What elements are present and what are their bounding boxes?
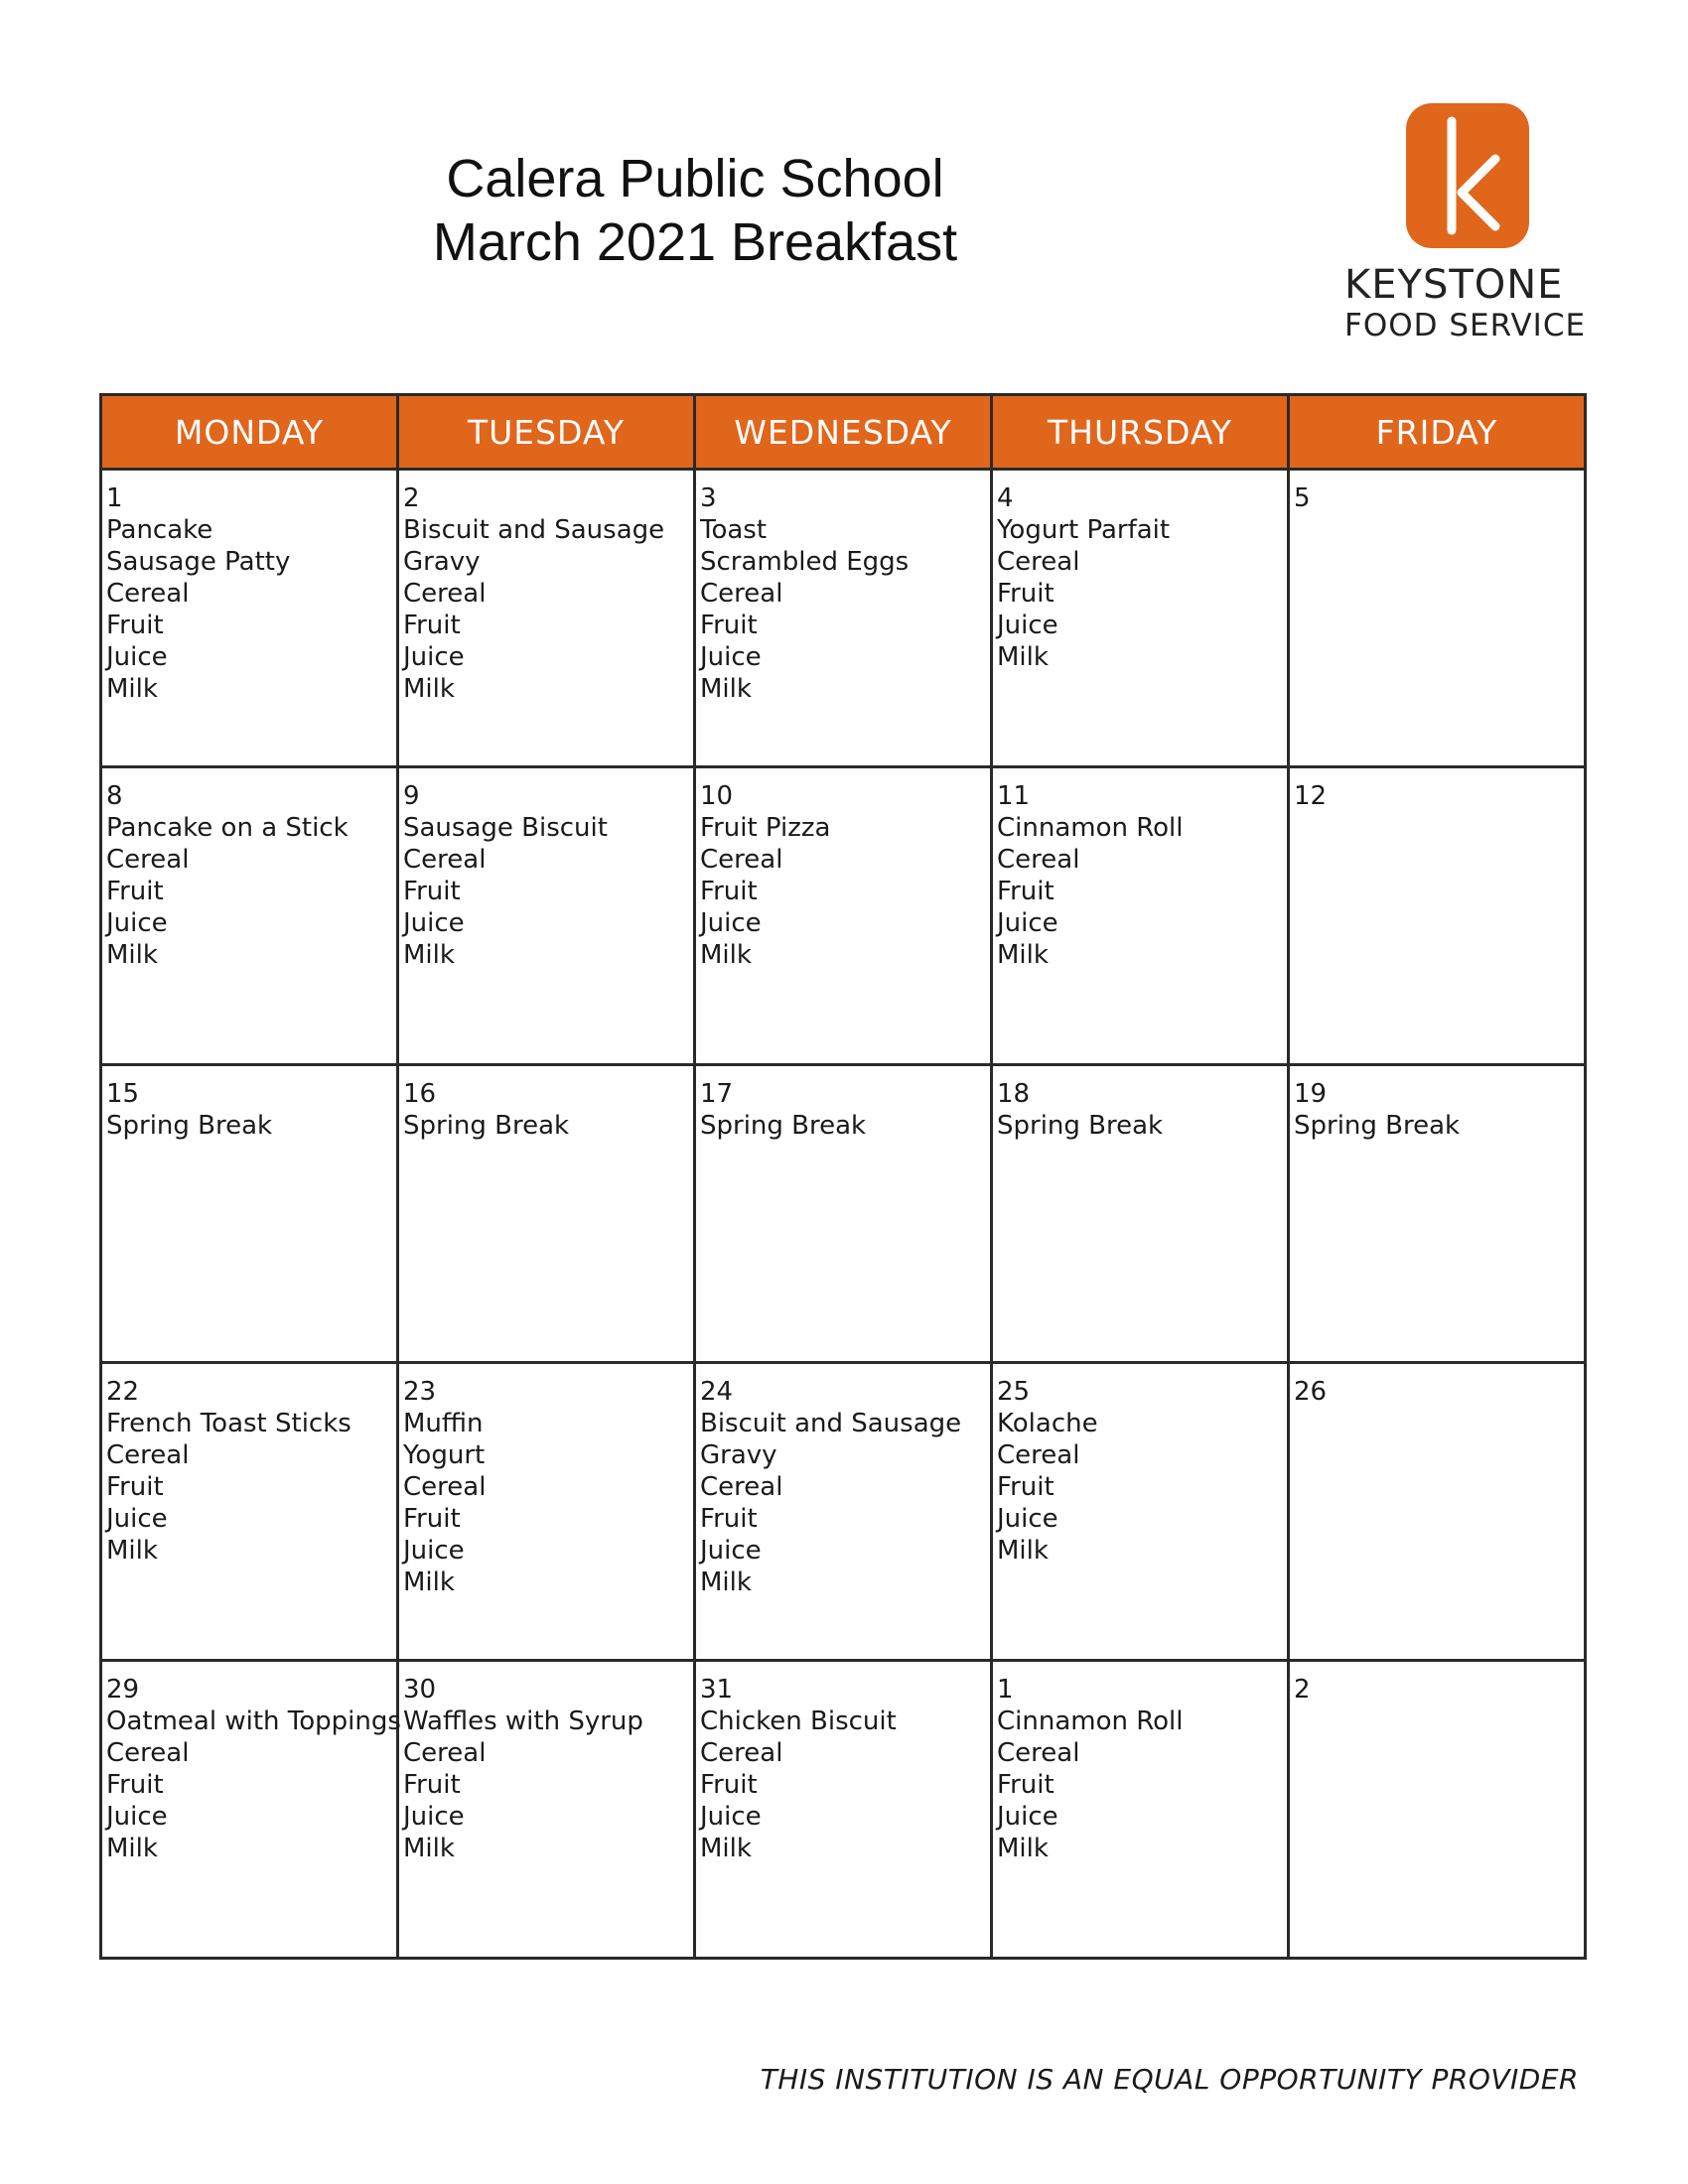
- menu-item: Cereal: [403, 1738, 487, 1768]
- logo-name: KEYSTONE: [1344, 262, 1564, 308]
- calendar-day-cell: [992, 470, 1289, 767]
- calendar-day-cell: [101, 1363, 398, 1661]
- menu-item: Juice: [106, 908, 168, 938]
- menu-item: Juice: [700, 642, 762, 672]
- menu-item: Scrambled Eggs: [700, 547, 910, 577]
- menu-item: Juice: [106, 642, 168, 672]
- calendar-day-cell: [101, 1065, 398, 1363]
- calendar-day-cell: [398, 767, 695, 1065]
- menu-item: Milk: [403, 1834, 455, 1863]
- day-number: 1: [997, 1675, 1014, 1705]
- day-number: 25: [997, 1377, 1031, 1407]
- menu-item: Milk: [997, 1536, 1049, 1566]
- menu-item: Cereal: [700, 1738, 783, 1768]
- logo-subtitle: FOOD SERVICE: [1344, 308, 1587, 343]
- menu-item: Fruit: [106, 1770, 164, 1800]
- menu-item: Fruit: [403, 1504, 461, 1534]
- weekday-header-tuesday: TUESDAY: [398, 395, 695, 470]
- calendar-day-cell: [695, 470, 992, 767]
- menu-item: Fruit Pizza: [700, 813, 831, 843]
- weekday-header-thursday: THURSDAY: [992, 395, 1289, 470]
- menu-item: Fruit: [997, 579, 1055, 609]
- menu-item: Milk: [997, 642, 1049, 672]
- menu-item: Fruit: [997, 877, 1055, 906]
- menu-item: Chicken Biscuit: [700, 1706, 897, 1736]
- menu-item: Spring Break: [106, 1111, 273, 1141]
- day-number: 9: [403, 781, 420, 811]
- day-number: 12: [1294, 781, 1328, 811]
- day-number: 4: [997, 483, 1014, 513]
- keystone-k-logo-icon: [1406, 103, 1529, 248]
- calendar-day-cell: [695, 1661, 992, 1959]
- calendar-day-cell: [398, 1065, 695, 1363]
- day-number: 5: [1294, 483, 1311, 513]
- menu-item: Juice: [700, 1802, 762, 1832]
- calendar-day-cell: [101, 767, 398, 1065]
- menu-item: Cereal: [997, 1440, 1080, 1470]
- calendar-day-cell: [695, 767, 992, 1065]
- menu-item: Juice: [106, 1802, 168, 1832]
- menu-item: Juice: [700, 908, 762, 938]
- day-number: 16: [403, 1079, 437, 1109]
- menu-item: Kolache: [997, 1409, 1098, 1438]
- menu-item: Sausage Biscuit: [403, 813, 608, 843]
- calendar-week-row: [101, 1661, 1586, 1959]
- calendar-day-cell: [1289, 767, 1586, 1065]
- day-number: 29: [106, 1675, 140, 1705]
- menu-item: Cinnamon Roll: [997, 1706, 1184, 1736]
- menu-item: Spring Break: [997, 1111, 1164, 1141]
- menu-item: Toast: [700, 515, 768, 545]
- menu-item: Biscuit and Sausage: [700, 1409, 962, 1438]
- menu-item: Juice: [403, 1802, 465, 1832]
- menu-title: March 2021 Breakfast: [432, 212, 958, 272]
- day-number: 2: [1294, 1675, 1311, 1705]
- menu-item: Milk: [700, 1568, 752, 1597]
- day-number: 18: [997, 1079, 1031, 1109]
- menu-item: Cereal: [700, 845, 783, 875]
- calendar-day-cell: [992, 767, 1289, 1065]
- menu-item: Oatmeal with Toppings: [106, 1706, 401, 1736]
- day-number: 24: [700, 1377, 734, 1407]
- school-name: Calera Public School: [446, 149, 944, 208]
- menu-item: Fruit: [403, 877, 461, 906]
- day-number: 2: [403, 483, 420, 513]
- day-number: 1: [106, 483, 123, 513]
- menu-item: Juice: [403, 908, 465, 938]
- menu-item: Milk: [403, 1568, 455, 1597]
- calendar-week-row: [101, 1363, 1586, 1661]
- menu-item: Cereal: [106, 579, 190, 609]
- calendar-day-cell: [992, 1363, 1289, 1661]
- calendar-week-row: [101, 470, 1586, 767]
- calendar-day-cell: [1289, 1363, 1586, 1661]
- menu-item: Juice: [997, 908, 1058, 938]
- calendar-day-cell: [101, 470, 398, 767]
- menu-item: Cereal: [403, 1472, 487, 1502]
- menu-item: Fruit: [403, 611, 461, 640]
- menu-item: Milk: [106, 674, 158, 704]
- menu-item: Cereal: [106, 845, 190, 875]
- day-number: 30: [403, 1675, 437, 1705]
- menu-item: Milk: [997, 1834, 1049, 1863]
- menu-item: Fruit: [700, 611, 758, 640]
- menu-item: Milk: [403, 674, 455, 704]
- menu-item: Fruit: [997, 1770, 1055, 1800]
- calendar-day-cell: [398, 470, 695, 767]
- menu-item: Juice: [700, 1536, 762, 1566]
- weekday-header-monday: MONDAY: [101, 395, 398, 470]
- menu-item: Cereal: [997, 845, 1080, 875]
- calendar-day-cell: [695, 1363, 992, 1661]
- day-number: 31: [700, 1675, 734, 1705]
- page-title: [328, 147, 1062, 274]
- menu-item: Fruit: [106, 1472, 164, 1502]
- menu-item: Fruit: [700, 1770, 758, 1800]
- day-number: 23: [403, 1377, 437, 1407]
- menu-item: Fruit: [700, 1504, 758, 1534]
- calendar-body: [101, 470, 1586, 1959]
- menu-item: Muffin: [403, 1409, 484, 1438]
- calendar-day-cell: [398, 1363, 695, 1661]
- menu-item: Fruit: [997, 1472, 1055, 1502]
- menu-item: Milk: [106, 940, 158, 970]
- menu-item: Juice: [106, 1504, 168, 1534]
- equal-opportunity-statement: THIS INSTITUTION IS AN EQUAL OPPORTUNITY PROVIDER: [760, 2063, 1579, 2096]
- menu-item: Gravy: [700, 1440, 777, 1470]
- menu-item: Cereal: [106, 1440, 190, 1470]
- weekday-header-wednesday: WEDNESDAY: [695, 395, 992, 470]
- menu-item: Pancake: [106, 515, 213, 545]
- menu-item: Cereal: [700, 579, 783, 609]
- day-number: 11: [997, 781, 1031, 811]
- calendar-day-cell: [992, 1065, 1289, 1363]
- weekday-header-friday: FRIDAY: [1289, 395, 1586, 470]
- menu-item: Gravy: [403, 547, 481, 577]
- day-number: 8: [106, 781, 123, 811]
- menu-item: Juice: [997, 1802, 1058, 1832]
- menu-item: Milk: [106, 1536, 158, 1566]
- menu-item: Cereal: [403, 579, 487, 609]
- menu-item: Waffles with Syrup: [403, 1706, 643, 1736]
- menu-item: Fruit: [403, 1770, 461, 1800]
- calendar-day-cell: [992, 1661, 1289, 1959]
- menu-item: Pancake on a Stick: [106, 813, 349, 843]
- menu-item: Milk: [700, 940, 752, 970]
- breakfast-calendar: [99, 393, 1587, 1960]
- menu-item: Fruit: [700, 877, 758, 906]
- menu-item: Milk: [700, 674, 752, 704]
- calendar-week-row: [101, 767, 1586, 1065]
- menu-item: French Toast Sticks: [106, 1409, 352, 1438]
- keystone-logo: [1331, 103, 1599, 351]
- day-number: 26: [1294, 1377, 1328, 1407]
- menu-item: Fruit: [106, 611, 164, 640]
- menu-item: Fruit: [106, 877, 164, 906]
- menu-item: Yogurt Parfait: [997, 515, 1171, 545]
- menu-item: Cinnamon Roll: [997, 813, 1184, 843]
- calendar-day-cell: [695, 1065, 992, 1363]
- menu-item: Spring Break: [700, 1111, 867, 1141]
- day-number: 22: [106, 1377, 140, 1407]
- menu-item: Cereal: [403, 845, 487, 875]
- day-number: 15: [106, 1079, 140, 1109]
- menu-item: Juice: [403, 642, 465, 672]
- menu-item: Cereal: [106, 1738, 190, 1768]
- day-number: 10: [700, 781, 734, 811]
- menu-item: Spring Break: [403, 1111, 570, 1141]
- calendar-day-cell: [1289, 470, 1586, 767]
- menu-item: Milk: [403, 940, 455, 970]
- menu-item: Milk: [997, 940, 1049, 970]
- menu-item: Spring Break: [1294, 1111, 1461, 1141]
- calendar-week-row: [101, 1065, 1586, 1363]
- menu-item: Milk: [106, 1834, 158, 1863]
- menu-item: Juice: [403, 1536, 465, 1566]
- weekday-header-row: [101, 395, 1586, 470]
- calendar-day-cell: [1289, 1065, 1586, 1363]
- menu-item: Juice: [997, 1504, 1058, 1534]
- menu-item: Cereal: [700, 1472, 783, 1502]
- menu-item: Cereal: [997, 547, 1080, 577]
- calendar-day-cell: [1289, 1661, 1586, 1959]
- menu-item: Sausage Patty: [106, 547, 291, 577]
- menu-item: Juice: [997, 611, 1058, 640]
- day-number: 17: [700, 1079, 734, 1109]
- day-number: 19: [1294, 1079, 1328, 1109]
- day-number: 3: [700, 483, 717, 513]
- calendar-day-cell: [101, 1661, 401, 1959]
- menu-item: Yogurt: [403, 1440, 486, 1470]
- menu-item: Biscuit and Sausage: [403, 515, 665, 545]
- menu-item: Milk: [700, 1834, 752, 1863]
- calendar-day-cell: [398, 1661, 695, 1959]
- menu-item: Cereal: [997, 1738, 1080, 1768]
